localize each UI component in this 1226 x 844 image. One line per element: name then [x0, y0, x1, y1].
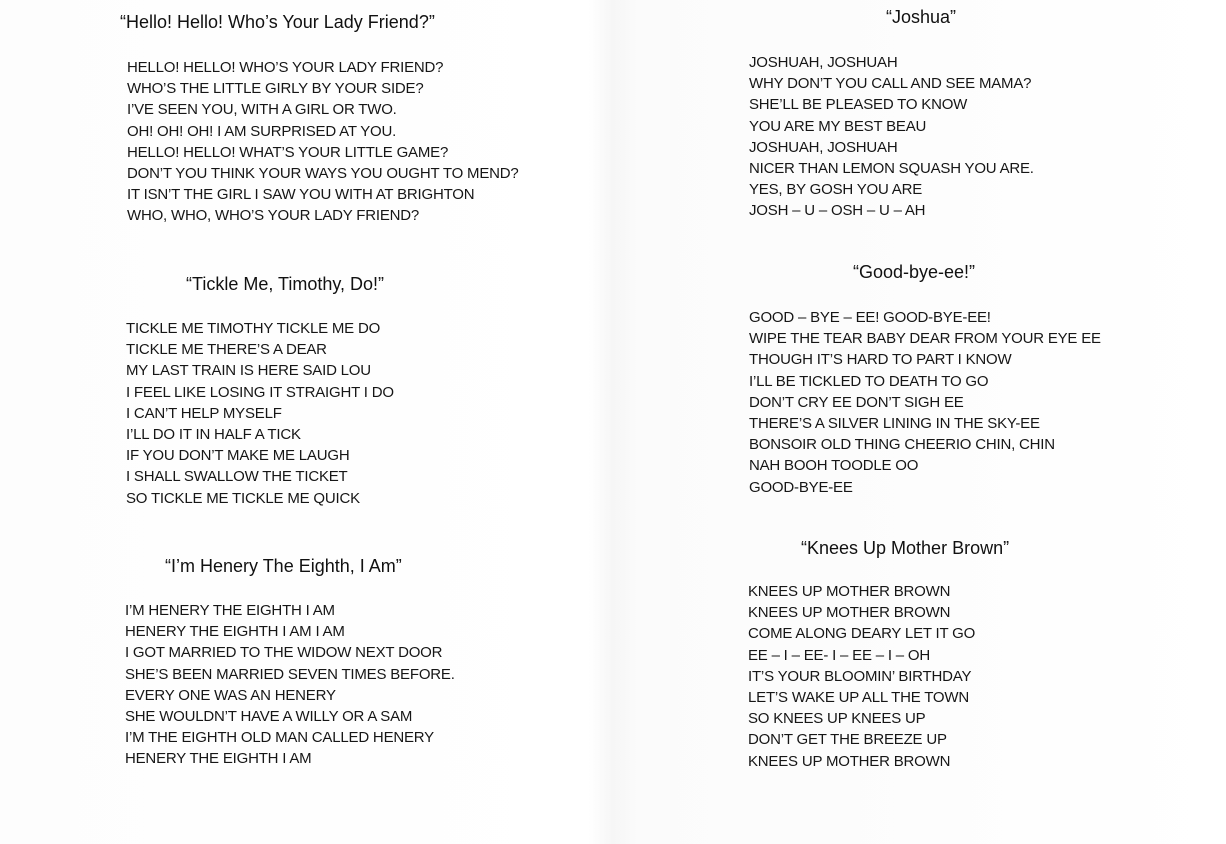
song-title: “I’m Henery The Eighth, I Am” — [165, 556, 402, 576]
lyrics — [120, 57, 519, 227]
lyric-line: SO KNEES UP KNEES UP — [748, 710, 926, 728]
lyric-line: I’VE SEEN YOU, WITH A GIRL OR TWO. — [127, 101, 397, 119]
lyrics — [120, 600, 455, 770]
lyric-line: WIPE THE TEAR BABY DEAR FROM YOUR EYE EE — [749, 330, 1101, 348]
lyric-line: EE – I – EE- I – EE – I – OH — [748, 646, 930, 664]
lyric-line: SO TICKLE ME TICKLE ME QUICK — [126, 489, 360, 507]
lyric-line: I SHALL SWALLOW THE TICKET — [126, 468, 348, 486]
lyric-line: SHE’LL BE PLEASED TO KNOW — [749, 96, 968, 114]
lyric-line: YOU ARE MY BEST BEAU — [749, 117, 927, 135]
song-title: “Tickle Me, Timothy, Do!” — [186, 274, 385, 294]
lyric-line: HENERY THE EIGHTH I AM I AM — [125, 623, 345, 641]
lyric-line: BONSOIR OLD THING CHEERIO CHIN, CHIN — [749, 436, 1055, 454]
song-henery-the-eighth — [120, 555, 455, 770]
lyric-line: DON’T YOU THINK YOUR WAYS YOU OUGHT TO MEND? — [127, 165, 519, 183]
lyric-line: NAH BOOH TOODLE OO — [749, 457, 919, 475]
lyric-line: WHO’S THE LITTLE GIRLY BY YOUR SIDE? — [127, 80, 424, 98]
lyric-line: I CAN’T HELP MYSELF — [126, 404, 282, 422]
lyric-line: DON’T CRY EE DON’T SIGH EE — [749, 393, 964, 411]
lyric-line: JOSHUAH, JOSHUAH — [749, 54, 898, 71]
song-tickle-me-timothy — [120, 273, 394, 509]
lyric-line: WHO, WHO, WHO’S YOUR LADY FRIEND? — [127, 207, 420, 225]
lyric-line: JOSHUAH, JOSHUAH — [749, 138, 898, 156]
song-hello-lady-friend — [120, 11, 519, 227]
lyric-line: HENERY THE EIGHTH I AM — [125, 750, 312, 768]
lyric-line: I’LL DO IT IN HALF A TICK — [126, 426, 301, 444]
lyric-line: I’M HENERY THE EIGHTH I AM — [125, 602, 335, 619]
lyrics — [745, 52, 1034, 222]
song-title: “Hello! Hello! Who’s Your Lady Friend?” — [120, 12, 435, 32]
lyric-line: KNEES UP MOTHER BROWN — [748, 752, 951, 770]
lyrics — [745, 307, 1101, 498]
lyric-line: KNEES UP MOTHER BROWN — [748, 583, 951, 600]
lyric-line: SHE’S BEEN MARRIED SEVEN TIMES BEFORE. — [125, 665, 455, 683]
song-title: “Joshua” — [886, 7, 957, 27]
song-joshua — [745, 6, 1034, 222]
lyric-line: DON’T GET THE BREEZE UP — [748, 731, 947, 749]
lyrics — [745, 581, 1009, 772]
lyric-line: LET’S WAKE UP ALL THE TOWN — [748, 689, 969, 707]
lyric-line: I’M THE EIGHTH OLD MAN CALLED HENERY — [125, 729, 434, 747]
lyric-line: I’LL BE TICKLED TO DEATH TO GO — [749, 372, 989, 390]
lyric-line: JOSH – U – OSH – U – AH — [749, 202, 926, 220]
lyric-line: GOOD – BYE – EE! GOOD-BYE-EE! — [749, 309, 991, 326]
lyric-line: COME ALONG DEARY LET IT GO — [748, 625, 976, 643]
lyric-line: IT ISN’T THE GIRL I SAW YOU WITH AT BRIGHTON — [127, 186, 475, 204]
song-title: “Knees Up Mother Brown” — [801, 538, 1010, 558]
lyric-line: HELLO! HELLO! WHO’S YOUR LADY FRIEND? — [127, 59, 444, 76]
lyric-line: YES, BY GOSH YOU ARE — [749, 181, 923, 199]
lyric-line: I GOT MARRIED TO THE WIDOW NEXT DOOR — [125, 644, 443, 662]
lyric-line: IF YOU DON’T MAKE ME LAUGH — [126, 447, 350, 465]
lyric-line: THOUGH IT’S HARD TO PART I KNOW — [749, 351, 1012, 369]
lyric-line: TICKLE ME TIMOTHY TICKLE ME DO — [126, 320, 381, 337]
lyric-line: EVERY ONE WAS AN HENERY — [125, 686, 336, 704]
lyric-line: WHY DON’T YOU CALL AND SEE MAMA? — [749, 75, 1032, 93]
lyric-line: HELLO! HELLO! WHAT’S YOUR LITTLE GAME? — [127, 143, 449, 161]
lyric-line: IT’S YOUR BLOOMIN’ BIRTHDAY — [748, 667, 972, 685]
lyric-line: I FEEL LIKE LOSING IT STRAIGHT I DO — [126, 383, 394, 401]
song-knees-up-mother-brown — [745, 537, 1009, 772]
lyric-line: THERE’S A SILVER LINING IN THE SKY-EE — [749, 415, 1040, 433]
lyric-line: SHE WOULDN’T HAVE A WILLY OR A SAM — [125, 708, 413, 726]
lyrics — [120, 318, 394, 509]
song-good-bye-ee — [745, 261, 1101, 498]
lyric-line: MY LAST TRAIN IS HERE SAID LOU — [126, 362, 371, 380]
lyric-line: NICER THAN LEMON SQUASH YOU ARE. — [749, 160, 1034, 178]
lyric-line: TICKLE ME THERE’S A DEAR — [126, 341, 327, 359]
song-title: “Good-bye-ee!” — [853, 262, 976, 282]
lyric-line: OH! OH! OH! I AM SURPRISED AT YOU. — [127, 122, 397, 140]
lyric-line: GOOD-BYE-EE — [749, 478, 853, 496]
lyric-line: KNEES UP MOTHER BROWN — [748, 604, 951, 622]
